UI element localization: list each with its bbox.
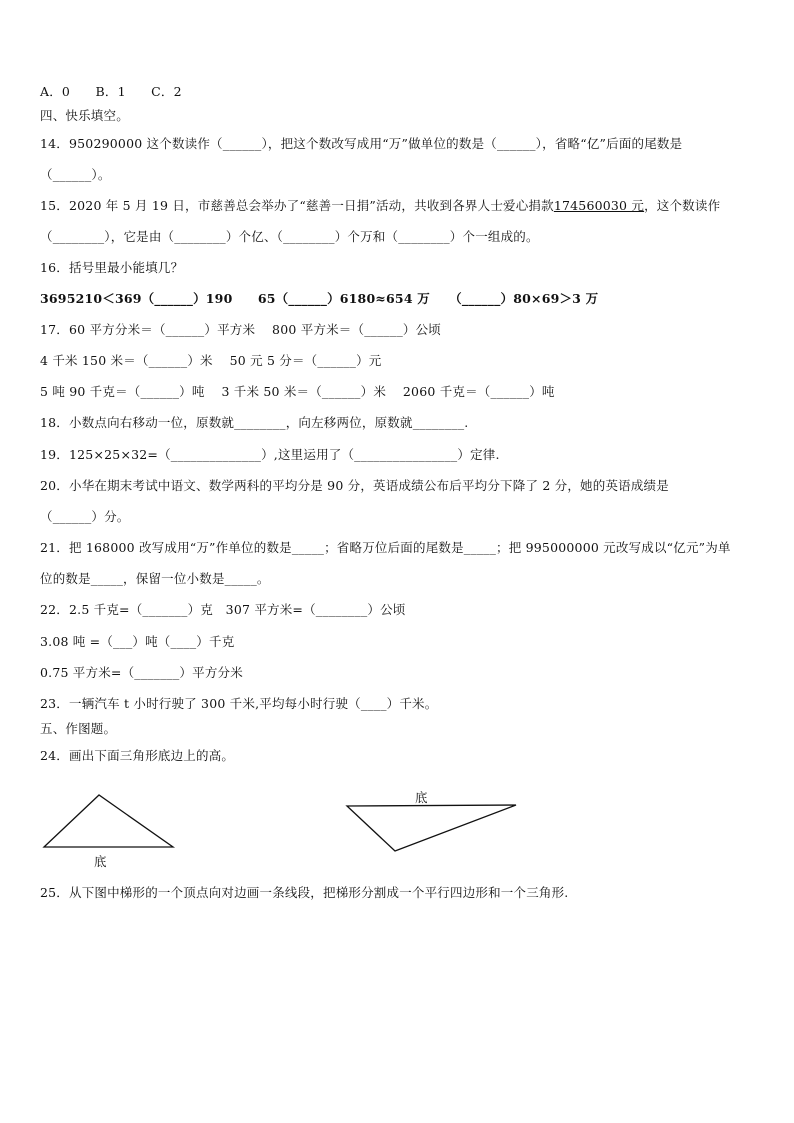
- question-16-heading: 16．括号里最小能填几？: [40, 260, 184, 275]
- question-22-line-3: 0.75 平方米=（_______）平方分米: [40, 665, 243, 680]
- question-17-line-1: 17．60 平方分米＝（______）平方米 800 平方米＝（______）公顷: [40, 322, 441, 337]
- question-14-line-1: 14．950290000 这个数读作（______），把这个数改写成用“万”做单位的数是（______），省略“亿”后面的尾数是: [40, 136, 683, 151]
- question-16-items: 3695210＜369（______）190 65（______）6180≈654 万 （______）80×69＞3 万: [40, 291, 599, 306]
- question-25: 25．从下图中梯形的一个顶点向对边画一条线段，把梯形分割成一个平行四边形和一个三角形.: [40, 885, 569, 900]
- question-15-text: 15．2020 年 5 月 19 日，市慈善总会举办了“慈善一日捐”活动，共收到各界人士爱心捐款: [40, 198, 554, 213]
- question-17-line-3: 5 吨 90 千克＝（______）吨 3 千米 50 米＝（______）米 2060 千克＝（______）吨: [40, 384, 555, 399]
- question-20-line-1: 20．小华在期末考试中语文、数学两科的平均分是 90 分，英语成绩公布后平均分下降了 2 分，她的英语成绩是: [40, 478, 669, 493]
- left-triangle-base-label: 底: [94, 854, 107, 869]
- question-19: 19．125×25×32=（______________）,这里运用了（________________）定律.: [40, 447, 500, 462]
- question-22-line-2: 3.08 吨 =（___）吨（____）千克: [40, 634, 235, 649]
- section-4-heading: 四、快乐填空。: [40, 108, 129, 123]
- question-14-line-2: （______）。: [40, 167, 111, 182]
- question-21-line-1: 21．把 168000 改写成用“万”作单位的数是_____；省略万位后面的尾数是_____；把 995000000 元改写成以“亿元”为单: [40, 540, 731, 555]
- question-15-tail: ，这个数读作: [644, 198, 721, 213]
- question-24: 24．画出下面三角形底边上的高。: [40, 748, 235, 763]
- question-17-line-2: 4 千米 150 米＝（______）米 50 元 5 分＝（______）元: [40, 353, 382, 368]
- section-5-heading: 五、作图题。: [40, 721, 117, 736]
- question-23: 23．一辆汽车 t 小时行驶了 300 千米,平均每小时行驶（____）千米。: [40, 696, 438, 711]
- question-15-line-2: （________），它是由（________）个亿、（________）个万和（________）个一组成的。: [40, 229, 539, 244]
- right-triangle: [347, 805, 516, 851]
- question-22-line-1: 22．2.5 千克=（_______）克 307 平方米=（________）公顷: [40, 602, 406, 617]
- choice-options: A．0 B．1 C．2: [40, 84, 182, 99]
- right-triangle-base-label: 底: [415, 790, 428, 805]
- question-18: 18．小数点向右移动一位，原数就________，向左移两位，原数就________.: [40, 415, 469, 430]
- question-20-line-2: （______）分。: [40, 509, 130, 524]
- left-triangle: [44, 795, 173, 847]
- question-15-amount: 174560030 元: [553, 198, 645, 213]
- question-21-line-2: 位的数是_____，保留一位小数是_____。: [40, 571, 270, 586]
